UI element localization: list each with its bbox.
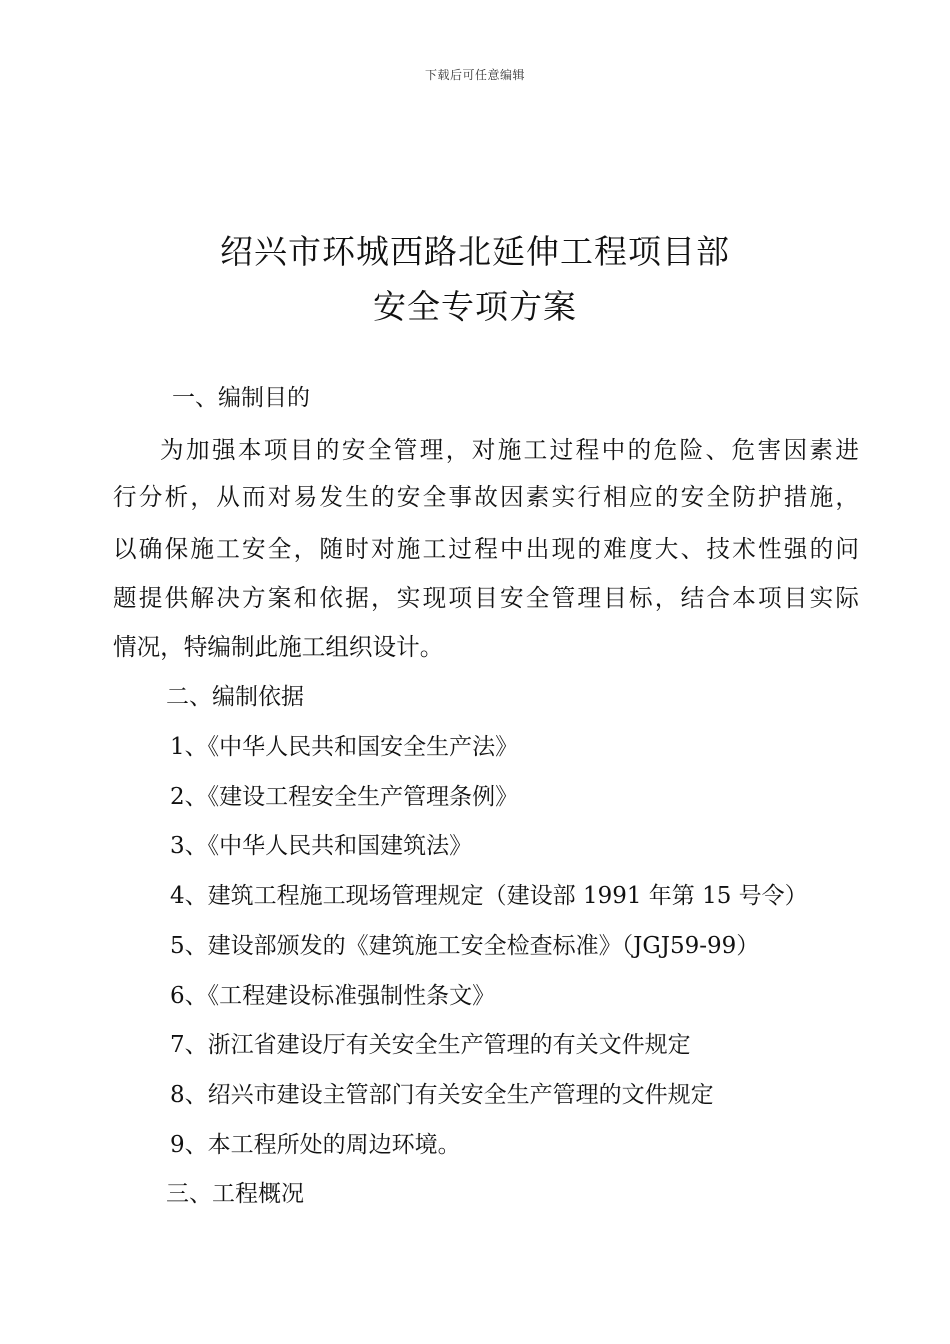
reference-item: 6、《工程建设标准强制性条文》 [170, 983, 496, 1009]
reference-item: 8、绍兴市建设主管部门有关安全生产管理的文件规定 [170, 1082, 714, 1108]
paragraph-line: 为加强本项目的安全管理，对施工过程中的危险、危害因素进 [160, 436, 859, 464]
paragraph-line: 题提供解决方案和依据，实现项目安全管理目标，结合本项目实际 [113, 584, 859, 612]
document-title-line-2: 安全专项方案 [373, 287, 577, 326]
paragraph-line: 以确保施工安全，随时对施工过程中出现的难度大、技术性强的问 [113, 535, 859, 563]
section-heading-basis: 二、编制依据 [166, 684, 304, 710]
reference-item: 2、《建设工程安全生产管理条例》 [170, 784, 519, 810]
document-title-line-1: 绍兴市环城西路北延伸工程项目部 [220, 232, 730, 271]
paragraph-line: 情况，特编制此施工组织设计。 [113, 633, 444, 661]
reference-item: 3、《中华人民共和国建筑法》 [170, 833, 473, 859]
reference-item: 9、本工程所处的周边环境。 [170, 1132, 461, 1158]
reference-item: 1、《中华人民共和国安全生产法》 [170, 734, 519, 760]
header-watermark: 下载后可任意编辑 [424, 68, 525, 82]
section-heading-purpose: 一、编制目的 [172, 385, 310, 411]
paragraph-line: 行分析，从而对易发生的安全事故因素实行相应的安全防护措施， [113, 483, 859, 511]
section-heading-overview: 三、工程概况 [166, 1181, 304, 1207]
reference-item: 5、建设部颁发的《建筑施工安全检查标准》（JGJ59-99） [170, 933, 760, 959]
reference-item: 4、建筑工程施工现场管理规定（建设部 1991 年第 15 号令） [170, 883, 808, 909]
reference-item: 7、浙江省建设厅有关安全生产管理的有关文件规定 [170, 1032, 691, 1058]
